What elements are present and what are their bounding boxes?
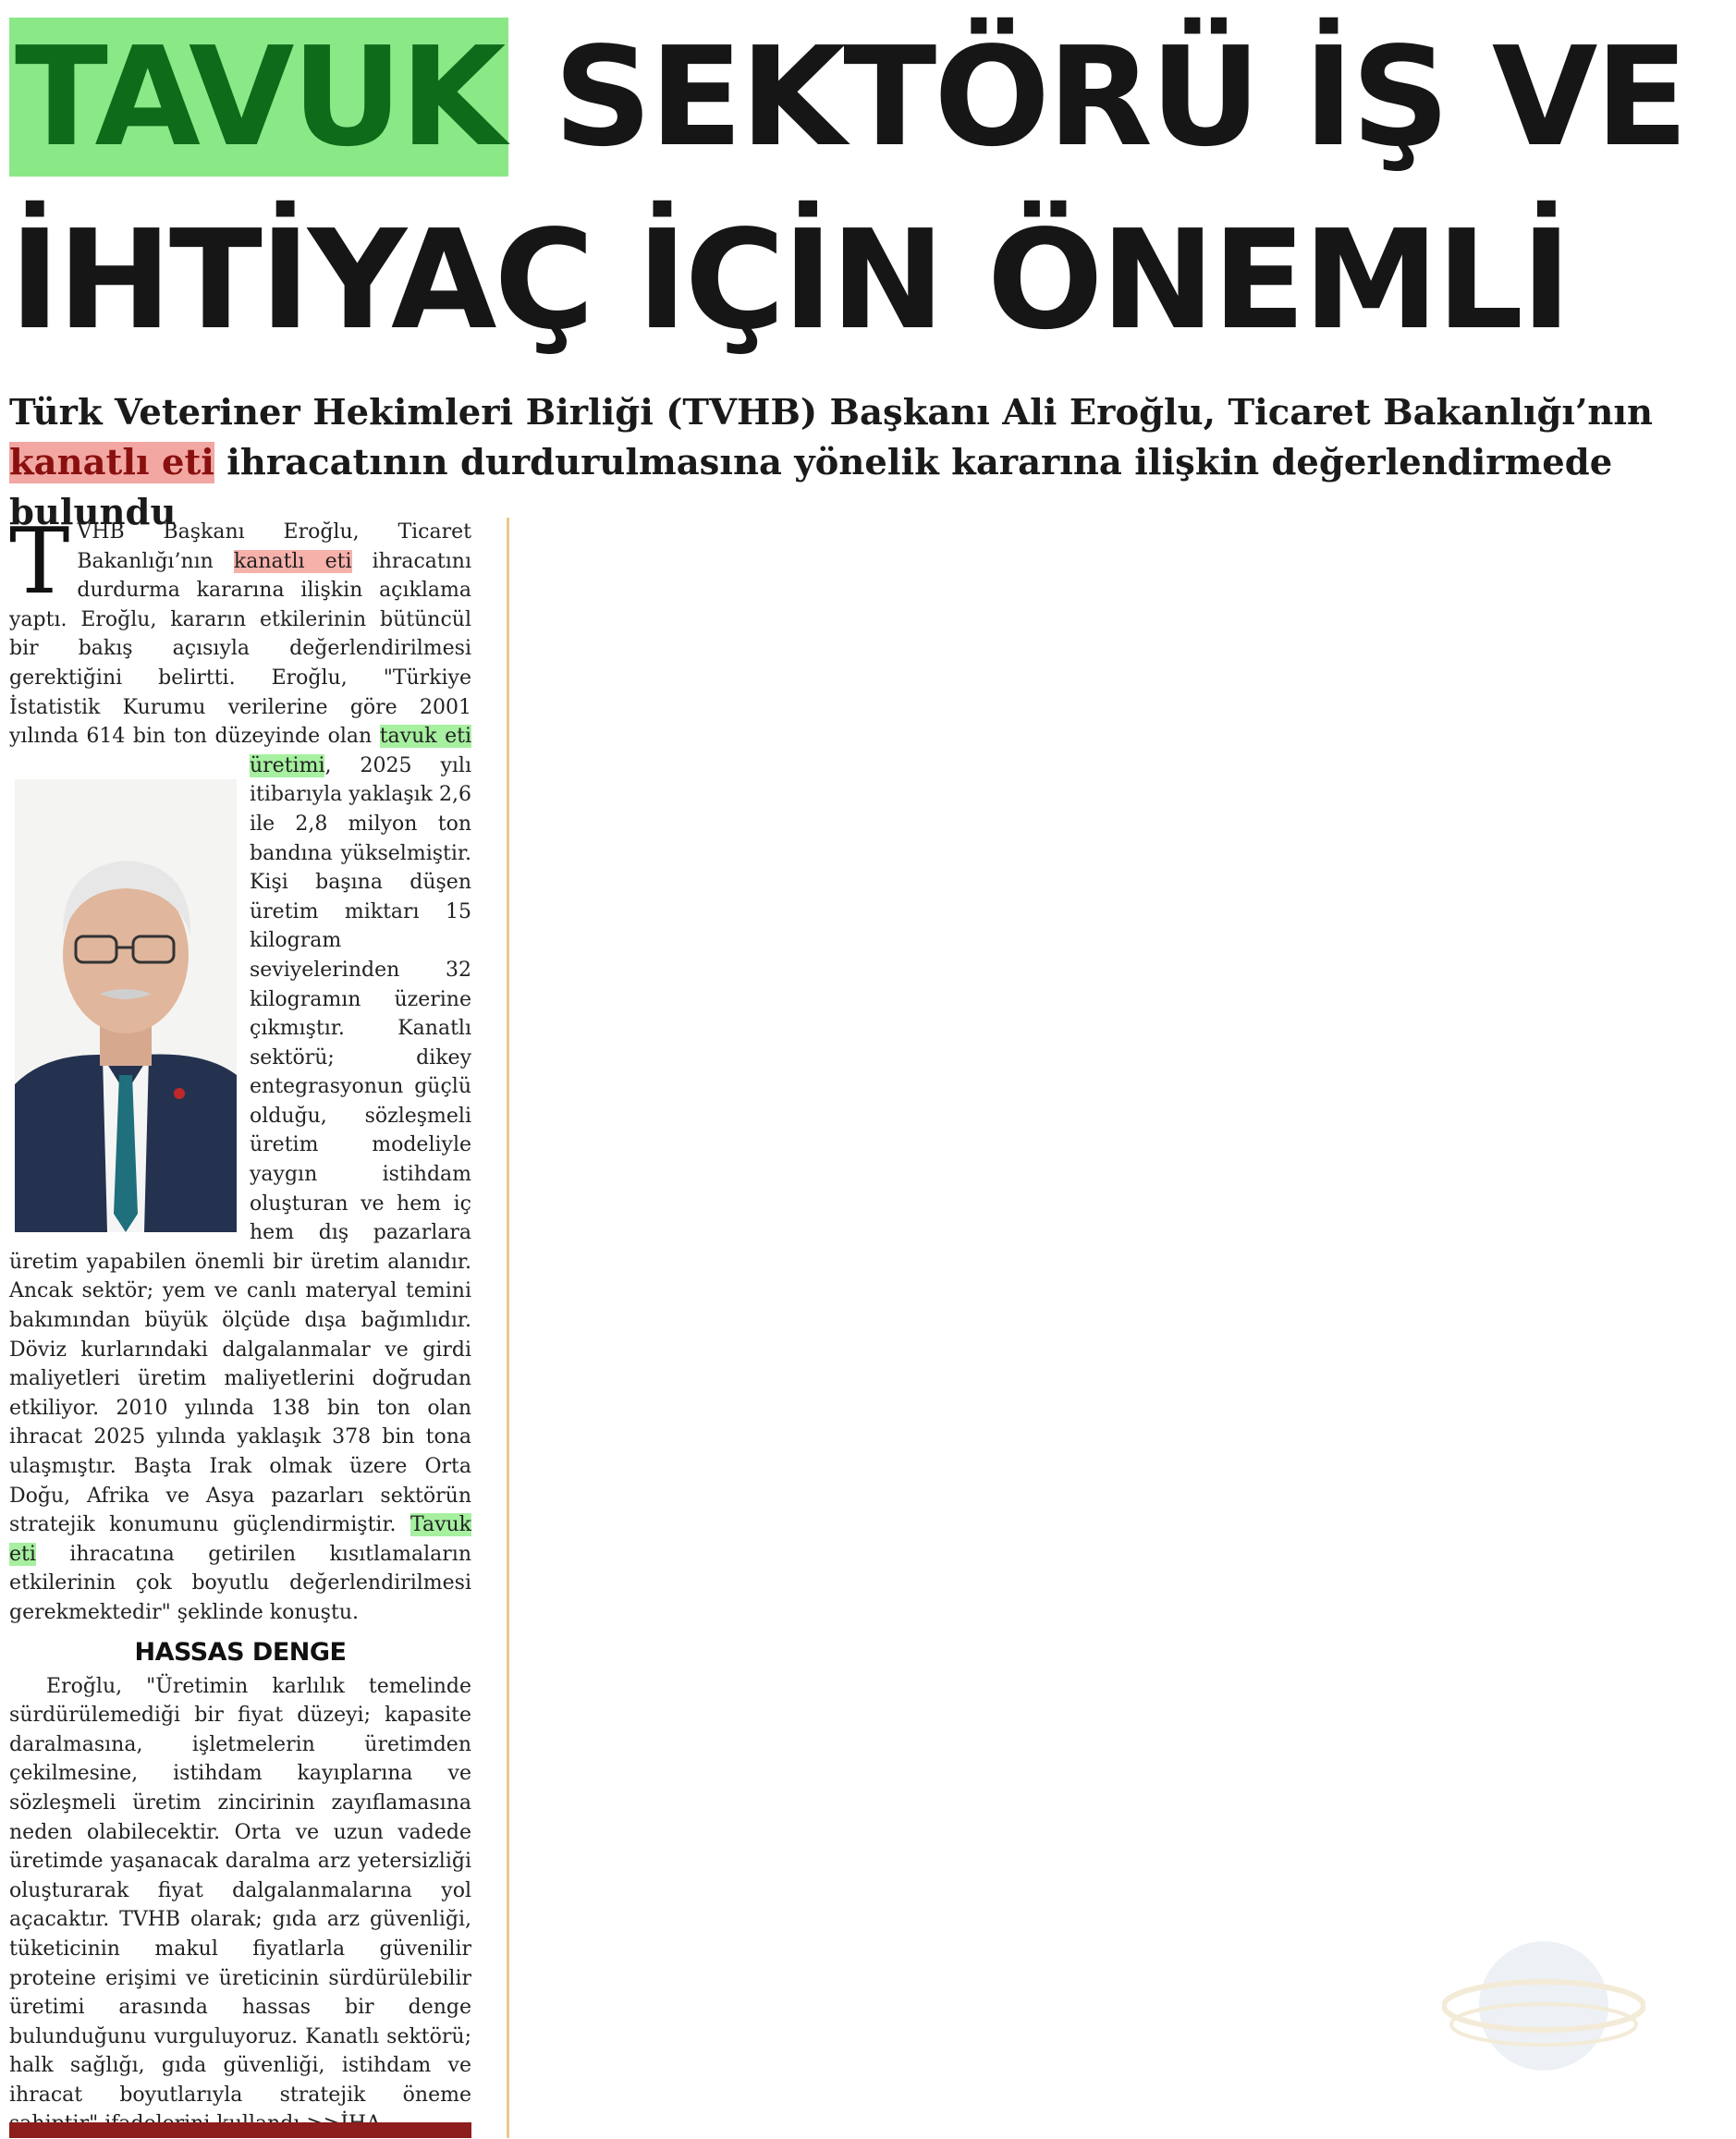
highlight-kanatli-eti: kanatlı eti xyxy=(233,549,352,573)
article-text: VHB Başkanı Eroğlu, Ticaret Bakanlığı’nın xyxy=(77,520,471,573)
article-paragraph-2: Eroğlu, "Üretimin karlılık temelinde sürdürülemediği bir fiyat düzeyi; kapasite daralmasına, işletmelerin üretimden çekilmesine, istihdam kayıplarına ve sözleşmeli üretim zincirinin zayıflamasına neden olabilecektir. Orta ve uzun vadede üretimde yaşanacak daralma arz yetersizliği oluşturarak fiyat dalgalanmalarına yol açacaktır. TVHB olarak; gıda arz güvenliği, tüketicinin makul fiyatlarla güvenilir proteine erişimi ve üreticinin sürdürülebilir üretimi arasında hassas bir denge bulunduğunu vurguluyoruz. Kanatlı sektörü; halk sağlığı, gıda güvenliği, istihdam ve ihracat boyutlarıyla stratejik öneme xyxy=(9,1674,471,2107)
subtitle-text-after: ihracatının durdurulmasına yönelik kararına ilişkin değerlendirmede bulundu xyxy=(9,442,1613,533)
headline-highlight: TAVUK xyxy=(9,18,508,177)
article-text: ihracatına getirilen kısıtlamaların etkilerinin çok boyutlu değerlendirilmesi gerekmektedir" şeklinde konuştu. xyxy=(9,1542,471,1624)
highlight-tavuk-eti: Tavuk eti xyxy=(9,1513,471,1566)
article-column xyxy=(9,509,471,2139)
bottom-bar xyxy=(9,2122,471,2138)
subtitle xyxy=(9,388,1729,538)
subheading-hassas-denge: HASSAS DENGE xyxy=(134,1637,347,1667)
globe-watermark-icon xyxy=(1442,1904,1645,2111)
subtitle-highlight: kanatlı eti xyxy=(9,442,214,483)
highlight-tavuk-eti-uretimi: tavuk eti üretimi xyxy=(250,725,471,777)
column-divider xyxy=(507,518,509,2138)
headline xyxy=(9,6,1729,372)
headline-line1-rest: SEKTÖRÜ İŞ VE xyxy=(553,18,1686,177)
article-text: , 2025 yılı itibarıyla yaklaşık 2,6 ile 2,8 milyon ton bandına yükselmiştir. Kişi başına düşen üretim miktarı 15 kilogram seviyelerinden 32 kilogramın üzerine çıkmıştır. Kanatlı sektörü; dikey entegrasyonun güçlü olduğu, sözleşmeli üretim modeliyle yaygın istihdam oluşturan ve hem iç hem dış pazarlara üretim yapabilen önemli bir üretim alanıdır. Ancak sektör; yem ve canlı materyal temini bakımından büyük ölçüde dışa bağımlıdır. Döviz kurlarındaki dalgalanmalar ve girdi maliyetleri üretim maliyetlerini doğrudan etkiliyor. 2010 yılında 138 bin ton olan ihracat 2025 yılında yaklaşık 378 bin tona ulaşmıştır. Başta Irak olmak üzere Orta Doğu, Afrika ve Asya pazarları sektörün stratejik konumunu güçlendirmiştir. xyxy=(9,753,471,1537)
article-paragraph-1 xyxy=(9,509,471,1628)
headline-line2: İHTİYAÇ İÇİN ÖNEMLİ xyxy=(9,201,1570,360)
article-text: ihracatını durdurma kararına ilişkin açıklama yaptı. Eroğlu, kararın etkilerinin bütüncül bir bakış açısıyla değerlendirilmesi gerektiğini belirtti. Eroğlu, "Türkiye İstatistik Kurumu verilerine göre 2001 yılında 614 bin ton düzeyinde olan xyxy=(9,549,471,749)
subtitle-text-before: Türk Veteriner Hekimleri Birliği (TVHB) Başkanı Ali Eroğlu, Ticaret Bakanlığı’nın xyxy=(9,392,1654,434)
drop-cap: T xyxy=(9,509,70,615)
portrait-photo xyxy=(15,779,237,1232)
